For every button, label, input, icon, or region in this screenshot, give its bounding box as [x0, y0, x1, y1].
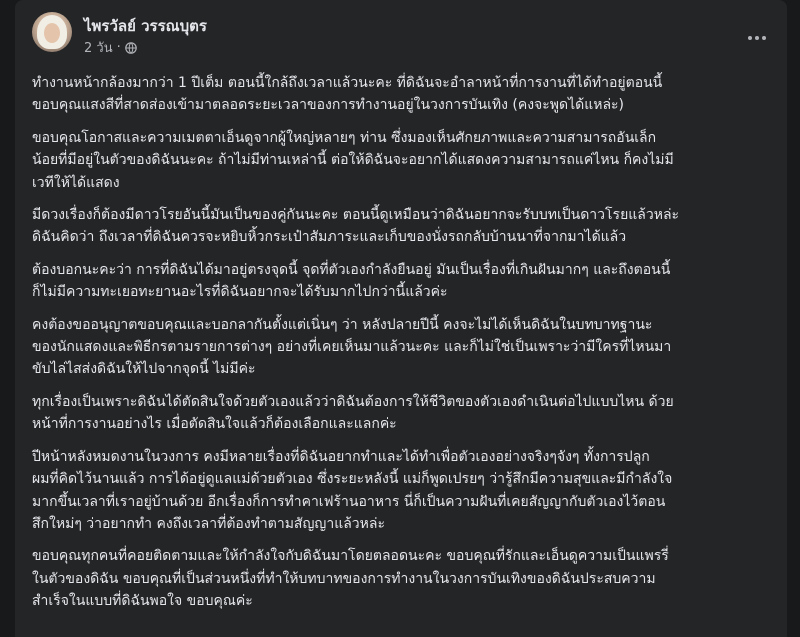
post-time[interactable]: 2 วัน: [84, 41, 113, 56]
post-paragraph: คงต้องขออนุญาตขอบคุณและบอกลากันตั้งแต่เนิ่นๆ ว่า หลังปลายปีนี้ คงจะไม่ได้เห็นดิฉันในบทบาทฐานะ ของนักแสดงและพิธีกรตามรายการต่างๆ อย่างที่เคยเห็นมาแล้วนะคะ และก็ไม่ใช่เป็นเพราะว่ามีใครที่ไหนมา ขับไล่ไสส่งดิฉันให้ไปจากจุดนี้ ไม่มีค่ะ: [32, 316, 672, 378]
post-header: [15, 0, 787, 62]
meta-separator: ·: [116, 40, 121, 55]
more-options-button[interactable]: [739, 20, 775, 56]
post-paragraph: มีดวงเรื่องก็ต้องมีดาวโรยอันนี้มันเป็นของคู่กันนะคะ ตอนนี้ดูเหมือนว่าดิฉันอยากจะรับบทเป็นดาวโรยแล้วหล่ะ ดิฉันคิดว่า ถึงเวลาที่ดิฉันควรจะหยิบหิ้วกระเป๋าสัมภาระและเก็บของนั่งรถกลับบ้านนาที่จากมาได้แล้ว: [32, 207, 680, 246]
post-paragraph: ปีหน้าหลังหมดงานในวงการ คงมีหลายเรื่องที่ดิฉันอยากทำและได้ทำเพื่อตัวเองอย่างจริงๆจังๆ ทั้งการปลูก ผมที่คิดไว้นานแล้ว การได้อยู่ดูแลแม่ด้วยตัวเอง ซึ่งระยะหลังนี้ แม่ก็พูดเปรยๆ ว่ารู้สึกมีความสุขและมีกำลังใจ มากขึ้นเวลาที่เราอยู่บ้านด้วย อีกเรื่องก็การทำคาเฟร้านอาหาร นี่ก็เป็นความฝันที่เคยสัญญากับตัวเองไว้ตอน สึกใหม่ๆ ว่าอยากทำ คงถึงเวลาที่ต้องทำตามสัญญาแล้วหล่ะ: [32, 448, 673, 532]
avatar-face: [44, 23, 60, 43]
avatar[interactable]: [32, 12, 72, 52]
more-options-icon: [755, 36, 759, 40]
post-text: [32, 72, 777, 623]
post-meta: [84, 37, 137, 58]
post-paragraph: ขอบคุณทุกคนที่คอยติดตามและให้กำลังใจกับดิฉันมาโดยตลอดนะคะ ขอบคุณที่รักและเอ็นดูความเป็นแพรรี่ ในตัวของดิฉัน ขอบคุณที่เป็นส่วนหนึ่งที่ทำให้บทบาทของการทำงานในวงการบันเทิงของดิฉันประสบความ สำเร็จในแบบที่ดิฉันพอใจ ขอบคุณค่ะ: [32, 548, 669, 610]
facebook-post: [15, 0, 787, 637]
more-options-icon: [762, 36, 766, 40]
post-paragraph: ต้องบอกนะคะว่า การที่ดิฉันได้มาอยู่ตรงจุดนี้ จุดที่ตัวเองกำลังยืนอยู่ มันเป็นเรื่องที่เกินฝันมากๆ และถึงตอนนี้ ก็ไม่มีความทะเยอทะยานอะไรที่ดิฉันอยากจะได้รับมากไปกว่านี้แล้วค่ะ: [32, 261, 671, 301]
more-options-icon: [748, 36, 752, 40]
post-paragraph: ทุกเรื่องเป็นเพราะดิฉันได้ตัดสินใจด้วยตัวเองแล้วว่าดิฉันต้องการให้ชีวิตของตัวเองดำเนินต่อไปแบบไหน ด้วย หน้าที่การงานอย่างไร เมื่อตัดสินใจแล้วก็ต้องเลือกและแลกค่ะ: [32, 393, 674, 433]
author-name[interactable]: ไพรวัลย์ วรรณบุตร: [84, 17, 207, 35]
globe-icon[interactable]: [125, 42, 137, 54]
post-paragraph: ขอบคุณโอกาสและความเมตตาเอ็นดูจากผู้ใหญ่หลายๆ ท่าน ซึ่งมองเห็นศักยภาพและความสามารถอันเล็ก น้อยที่มีอยู่ในตัวของดิฉันนะคะ ถ้าไม่มีท่านเหล่านี้ ต่อให้ดิฉันจะอยากได้แสดงความสามารถแค่ไหน ก็คงไม่มี เวทีให้ได้แสดง: [32, 129, 674, 191]
post-paragraph: ทำงานหน้ากล้องมากว่า 1 ปีเต็ม ตอนนี้ใกล้ถึงเวลาแล้วนะคะ ที่ดิฉันจะอำลาหน้าที่การงานที่ได้ทำอยู่ตอนนี้ ขอบคุณแสงสีที่สาดส่องเข้ามาตลอดระยะเวลาของการทำงานอยู่ในวงการบันเทิง (คงจะพูดได้แหล่ะ): [32, 75, 663, 114]
